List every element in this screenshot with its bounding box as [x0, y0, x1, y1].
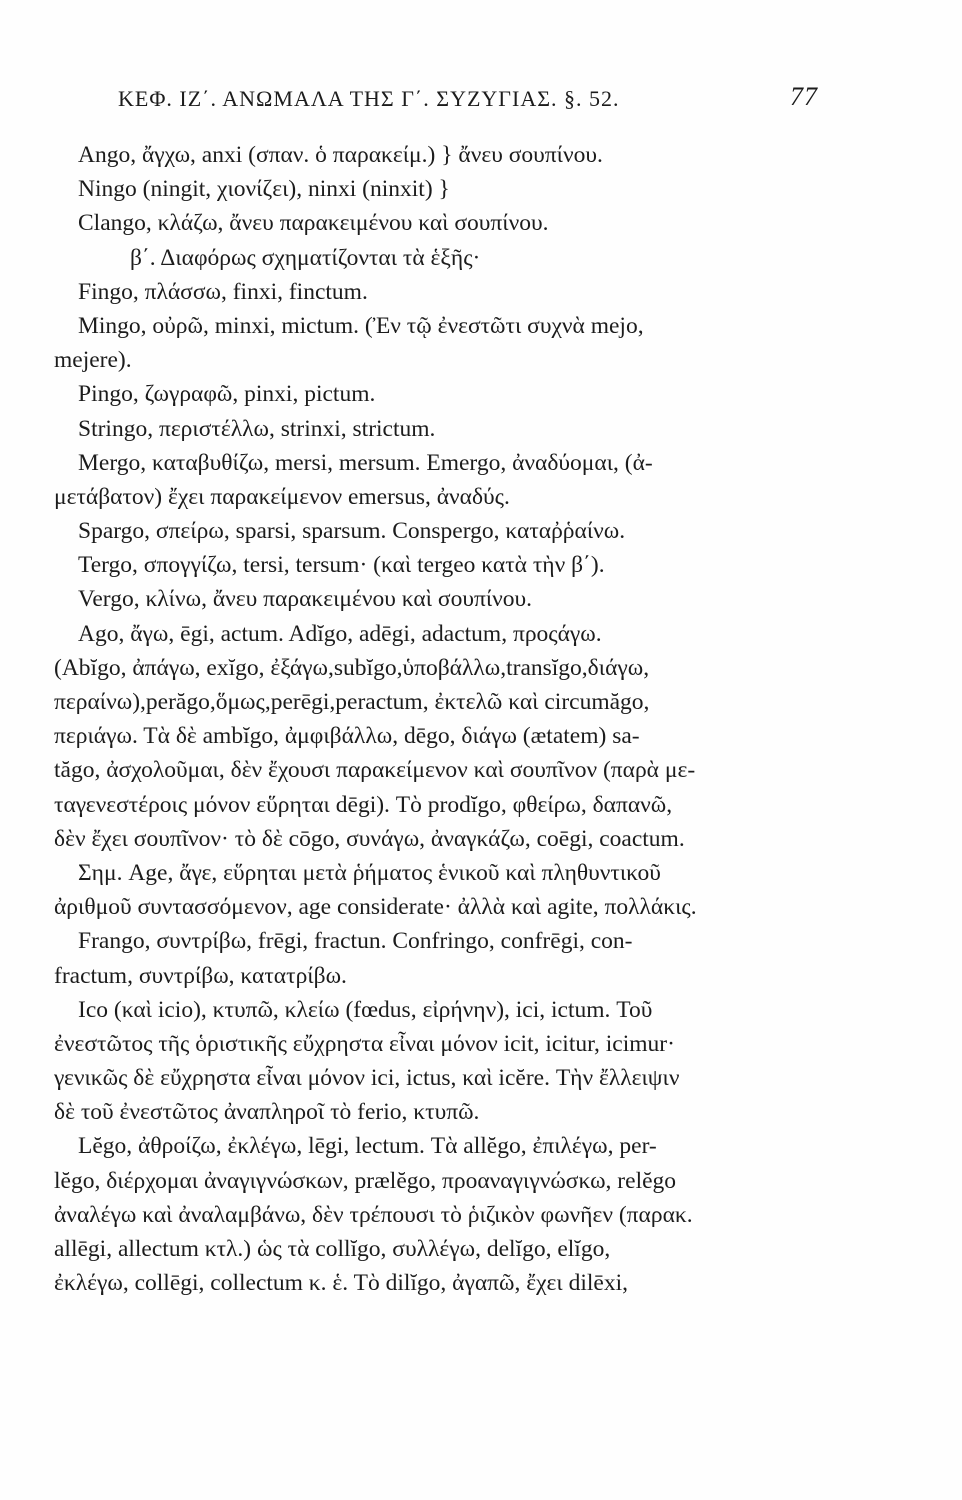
- text-line: Pingo, ζωγραφῶ, pinxi, pictum.: [78, 381, 376, 408]
- text-line: Ningo (ningit, χιονίζει), ninxi (ninxit) }: [78, 176, 450, 203]
- text-line: Vergo, κλίνω, ἄνευ παρακειμένου καὶ σουπίνου.: [78, 586, 533, 613]
- text-line: Ago, ἄγω, ēgi, actum. Adĭgo, adēgi, adactum, προςάγω.: [78, 620, 602, 647]
- text-line: περαίνω),perăgo,ὅμως,perēgi,peractum, ἐκτελῶ καὶ circumăgo,: [54, 689, 650, 715]
- text-line: Σημ. Age, ἄγε, εὕρηται μετὰ ῥήματος ἑνικοῦ καὶ πληθυντικοῦ: [78, 859, 661, 886]
- text-line: Fingo, πλάσσω, finxi, finctum.: [78, 278, 368, 305]
- running-head: [118, 82, 818, 122]
- text-line: ἐνεστῶτος τῆς ὁριστικῆς εὔχρηστα εἶναι μόνον icit, icitur, icimur·: [54, 1030, 675, 1057]
- text-line: δὲν ἔχει σουπῖνον· τὸ δὲ cōgo, συνάγω, ἀναγκάζω, coēgi, coactum.: [54, 825, 685, 852]
- text-line: lĕgo, διέρχομαι ἀναγιγνώσκων, prælĕgo, προαναγιγνώσκω, relĕgo: [54, 1167, 677, 1194]
- text-line: fractum, συντρίβω, κατατρίβω.: [54, 962, 347, 989]
- text-line: ταγενεστέροις μόνον εὕρηται dēgi). Τὸ prodĭgo, φθείρω, δαπανῶ,: [54, 791, 673, 818]
- text-line: ἐκλέγω, collēgi, collectum κ. ἑ. Τὸ dilĭgo, ἀγαπῶ, ἔχει dilēxi,: [54, 1270, 629, 1297]
- text-line: Ango, ἄγχω, anxi (σπαν. ὁ παρακείμ.) } ἄνευ σουπίνου.: [78, 142, 603, 168]
- text-line: Mingo, οὐρῶ, minxi, mictum. (Ἐν τῷ ἐνεστῶτι συχνὰ mejo,: [78, 312, 644, 339]
- page-number: 77: [790, 82, 818, 111]
- text-line: Ico (καὶ icio), κτυπῶ, κλείω (fœdus, εἰρήνην), ici, ictum. Τοῦ: [78, 996, 653, 1023]
- text-line: Tergo, σπογγίζω, tersi, tersum· (καὶ tergeo κατὰ τὴν β΄).: [78, 552, 605, 579]
- running-head-title: ΚΕΦ. ΙΖ΄. ΑΝΩΜΑΛΑ ΤΗΣ Γ΄. ΣΥΖΥΓΙΑΣ. §. 52.: [118, 86, 620, 111]
- text-line: Lĕgo, ἀθροίζω, ἐκλέγω, lēgi, lectum. Τὰ allĕgo, ἐπιλέγω, per-: [78, 1133, 657, 1160]
- text-line: Mergo, καταβυθίζω, mersi, mersum. Emergo, ἀναδύομαι, (ἀ-: [78, 449, 653, 476]
- text-line: β΄. Διαφόρως σχηματίζονται τὰ ἑξῆς·: [130, 244, 481, 271]
- text-line: Frango, συντρίβω, frēgi, fractun. Confringo, confrēgi, con-: [78, 928, 633, 955]
- text-line: γενικῶς δὲ εὔχρηστα εἶναι μόνον ici, ictus, καὶ icĕre. Τὴν ἔλλειψιν: [54, 1065, 680, 1092]
- text-line: ἀριθμοῦ συντασσόμενον, age considerate· ἀλλὰ καὶ agite, πολλάκις.: [54, 894, 697, 921]
- text-line: tăgo, ἀσχολοῦμαι, δὲν ἔχουσι παρακείμενον καὶ σουπῖνον (παρὰ με-: [54, 757, 696, 784]
- text-line: Clango, κλάζω, ἄνευ παρακειμένου καὶ σουπίνου.: [78, 210, 549, 237]
- text-line: (Abĭgo, ἀπάγω, exĭgo, ἐξάγω,subĭgo,ὑποβάλλω,transĭgo,διάγω,: [54, 654, 650, 681]
- text-line: δὲ τοῦ ἐνεστῶτος ἀναπληροῖ τὸ ferio, κτυπῶ.: [54, 1099, 480, 1126]
- text-line: περιάγω. Τὰ δὲ ambĭgo, ἀμφιβάλλω, dēgo, διάγω (ætatem) sa-: [54, 723, 640, 750]
- text-line: allēgi, allectum κτλ.) ὡς τὰ collĭgo, συλλέγω, delĭgo, elĭgo,: [54, 1236, 611, 1262]
- text-line: ἀναλέγω καὶ ἀναλαμβάνω, δὲν τρέπουσι τὸ ῥιζικὸν φωνῆεν (παρακ.: [54, 1201, 693, 1228]
- text-line: Stringo, περιστέλλω, strinxi, strictum.: [78, 415, 436, 442]
- text-line: mejere).: [54, 347, 132, 374]
- text-line: Spargo, σπείρω, sparsi, sparsum. Conspergo, καταῤῥαίνω.: [78, 518, 626, 545]
- text-line: μετάβατον) ἔχει παρακείμενον emersus, ἀναδύς.: [54, 483, 510, 510]
- body-text: [54, 138, 822, 1300]
